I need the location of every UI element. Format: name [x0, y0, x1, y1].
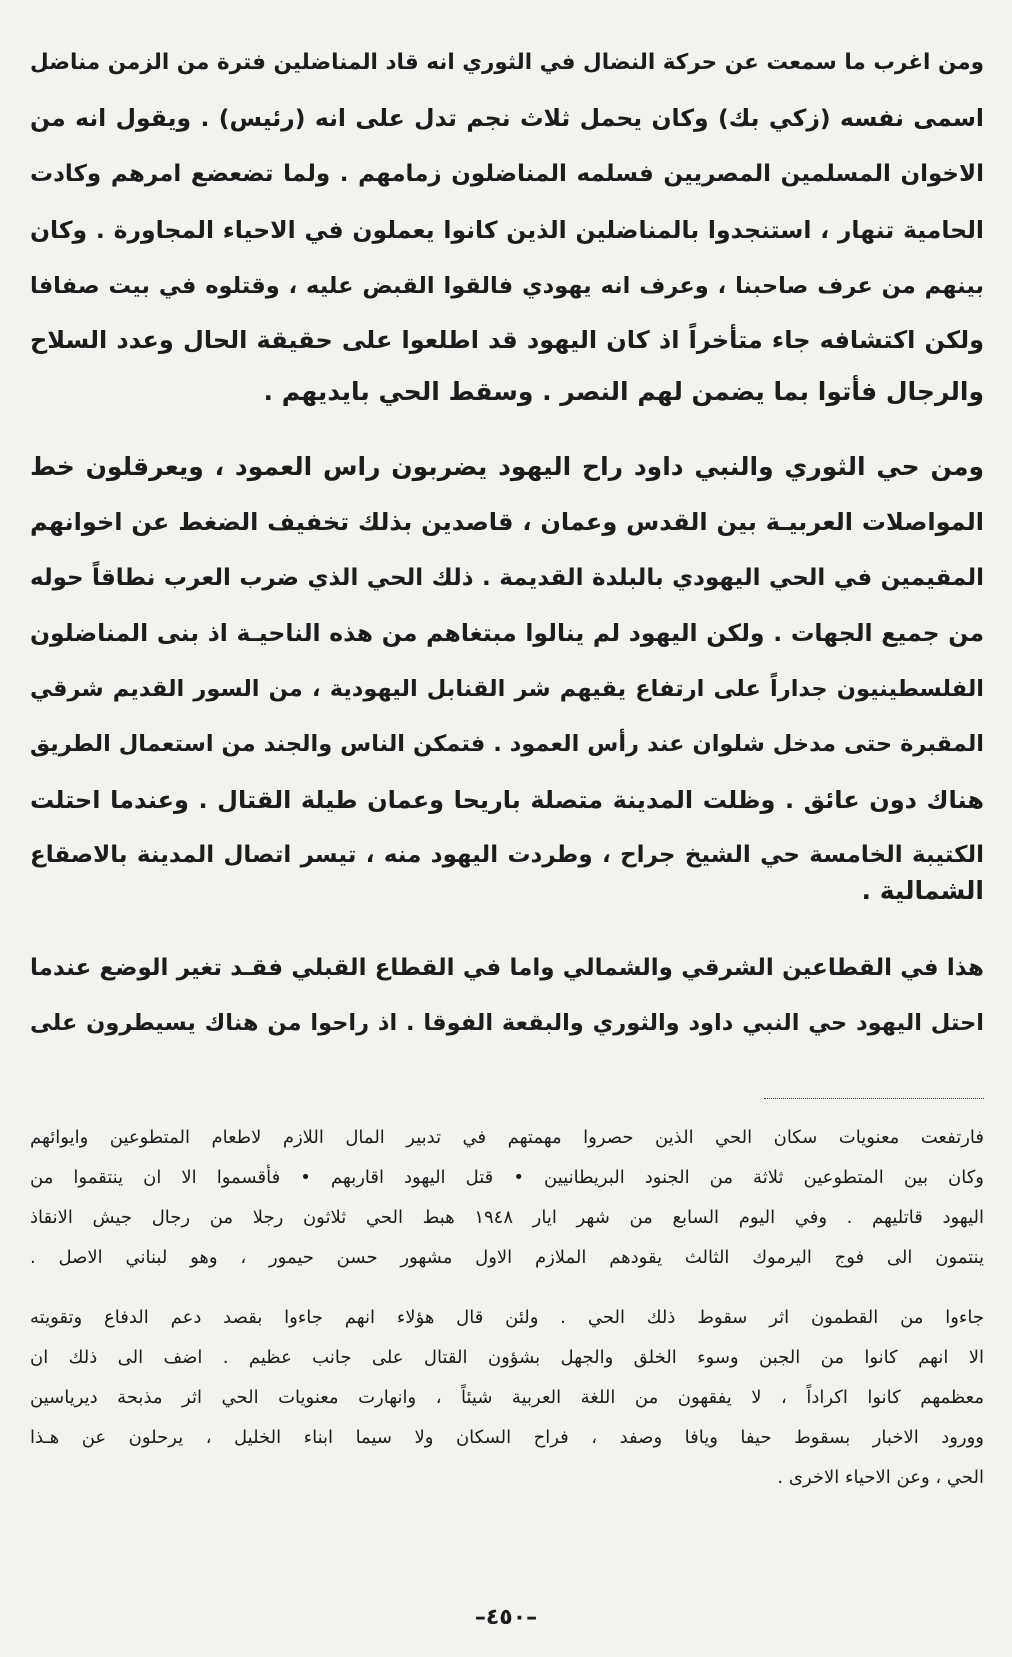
footnote-separator	[764, 1098, 984, 1099]
text-line: المقيمين في الحي اليهودي بالبلدة القديمة . ذلك الحي الذي ضرب العرب نطاقاً حوله	[30, 565, 984, 591]
footnote-line: اليهود قاتليهم . وفي اليوم السابع من شهر ايار ١٩٤٨ هبط الحي ثلاثون رجلا من رجال جيش الانقاذ	[30, 1207, 985, 1228]
text-line: ولكن اكتشافه جاء متأخراً اذ كان اليهود قد اطلعوا على حقيقة الحال وعدد السلاح	[30, 326, 984, 354]
footnote-line: الحي ، وعن الاحياء الاخرى .	[777, 1467, 984, 1488]
text-line: الشمالية .	[861, 876, 984, 905]
text-line: المواصلات العربيـة بين القدس وعمان ، قاصدين بذلك تخفيف الضغط عن اخوانهم	[30, 508, 984, 536]
text-line: الاخوان المسلمين المصريين فسلمه المناضلون زمامهم . ولما تضعضع امرهم وكادت	[30, 161, 984, 187]
footnote-line: الا انهم كانوا من الجبن وسوء الخلق والجهل بشؤون القتال على جانب عظيم . اضف الى ذلك ان	[30, 1347, 984, 1368]
footnote-line: ينتمون الى فوج اليرموك الثالث يقودهم الملازم الاول مشهور حسن حيمور ، وهو لبناني الاصل .	[30, 1247, 984, 1268]
text-line: بينهم من عرف صاحبنا ، وعرف انه يهودي فالقوا القبض عليه ، وقتلوه في بيت صفافا	[30, 273, 984, 299]
book-page	[30, 0, 984, 1657]
text-line: المقبرة حتى مدخل شلوان عند رأس العمود . فتمكن الناس والجند من استعمال الطريق	[30, 731, 984, 757]
page-number: –٤٥٠–	[474, 1605, 538, 1630]
text-line: الفلسطينيون جداراً على ارتفاع يقيهم شر القنابل اليهودية ، من السور القديم شرقي	[30, 676, 984, 702]
text-line: هناك دون عائق . وظلت المدينة متصلة باريحا وعمان طيلة القتال . وعندما احتلت	[30, 786, 984, 814]
footnote-line: وكان بين المتطوعين ثلاثة من الجنود البريطانيين • قتل اليهود اقاربهم • فأقسموا الا ان ينتقموا من	[30, 1167, 984, 1188]
footnote-line: وورود الاخبار بسقوط حيفا ويافا وصفد ، فراح السكان ولا سيما ابناء الخليل ، يرحلون عن هـذا	[30, 1427, 984, 1448]
text-line: اسمى نفسه (زكي بك) وكان يحمل ثلاث نجم تدل على انه (رئيس) . ويقول انه من	[30, 104, 984, 132]
text-line: احتل اليهود حي النبي داود والثوري والبقعة الفوقا . اذ راحوا من هناك يسيطرون على	[30, 1010, 984, 1036]
text-line: هذا في القطاعين الشرقي والشمالي واما في القطاع القبلي فقـد تغير الوضع عندما	[30, 955, 984, 981]
footnote-line: معظمهم كانوا اكراداً ، لا يفقهون من اللغة العربية شيئاً ، وانهارت معنويات الحي اثر مذبحة ديرياسين	[30, 1387, 984, 1408]
footnote-line: جاءوا من القطمون اثر سقوط ذلك الحي . ولئن قال هؤلاء انهم جاءوا بقصد دعم الدفاع وتقويته	[30, 1307, 984, 1328]
text-line: الحامية تنهار ، استنجدوا بالمناضلين الذين كانوا يعملون في الاحياء المجاورة . وكان	[30, 216, 984, 244]
footnote-line: فارتفعت معنويات سكان الحي الذين حصروا مهمتهم في تدبير المال اللازم لاطعام المتطوعين وايوائهم	[30, 1127, 984, 1148]
text-line: الكتيبة الخامسة حي الشيخ جراح ، وطردت اليهود منه ، تيسر اتصال المدينة بالاصقاع	[30, 842, 984, 868]
text-line: ومن حي الثوري والنبي داود راح اليهود يضربون راس العمود ، ويعرقلون خط	[30, 452, 984, 481]
text-line: ومن اغرب ما سمعت عن حركة النضال في الثوري انه قاد المناضلين فترة من الزمن مناضل	[30, 50, 984, 75]
text-line: والرجال فأتوا بما يضمن لهم النصر . وسقط الحي بايديهم .	[263, 377, 984, 406]
text-line: من جميع الجهات . ولكن اليهود لم ينالوا مبتغاهم من هذه الناحيـة اذ بنى المناضلون	[30, 619, 984, 647]
